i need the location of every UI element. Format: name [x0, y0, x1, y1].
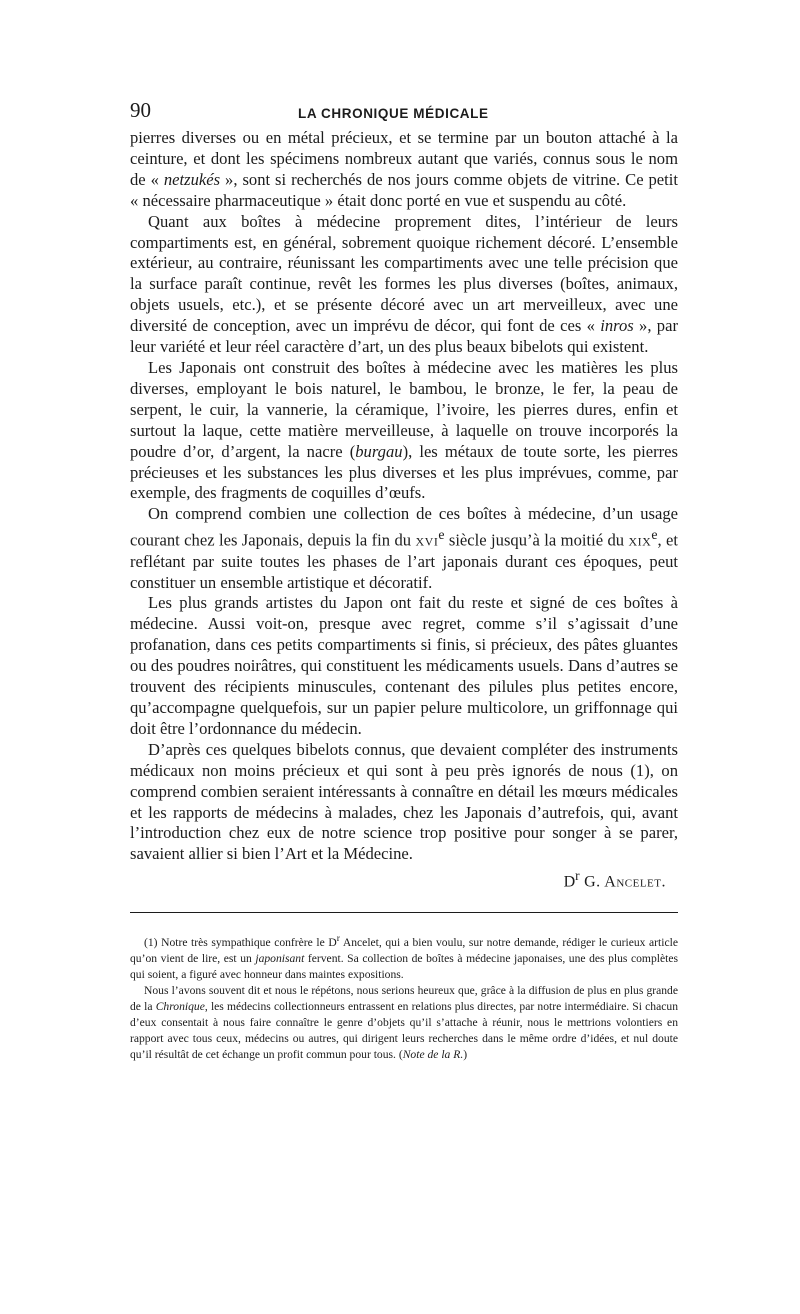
running-title: LA CHRONIQUE MÉDICALE	[298, 106, 489, 121]
paragraph: On comprend combien une collection de ces boîtes à médecine, d’un usage courant chez les Japonais, depuis la fin du xvi$^e$ siècle jusqu’à la moitié du xix$^e$, et reflétant par suite toutes les phases de l’art japonais durant ces époques, peut constituer un ensemble artistique et décoratif.	[130, 504, 679, 592]
footnotes	[130, 931, 678, 1064]
article-body	[130, 128, 678, 865]
page	[130, 98, 678, 1063]
paragraph: Les Japonais ont construit des boîtes à médecine avec les matières les plus diverses, employant le bois naturel, le bambou, le bronze, le fer, la peau de serpent, le cuir, la vannerie, la céramique, l’ivoire, les pierres dures, enfin et surtout la laque, cette matière merveilleuse, à laquelle on trouve incorporés la poudre d’or, d’argent, la nacre (burgau), les métaux de toute sorte, les pierres précieuses et les substances les plus diverses et les plus imprévues, comme, par exemple, des fragments de coquilles d’œufs.	[130, 357, 678, 503]
paragraph: Les plus grands artistes du Japon ont fait du reste et signé de ces boîtes à médecine. Aussi voit-on, presque avec regret, comme s’il s’agissait d’une profanation, dans ces petits compartiments si finis, si précieux, des pâtes gluantes ou des poudres noirâtres, qui constituent les médicaments usuels. Dans d’autres se trouvent des récipients minuscules, contenant des pilules plus petites encore, qu’accompagne quelquefois, sur un papier pelure multicolore, un griffonnage qui doit être l’ordonnance du médecin.	[130, 593, 678, 738]
footnote-divider	[130, 912, 678, 913]
author-signature: $D^r$ G. Ancelet.	[563, 868, 666, 891]
footnote: Nous l’avons souvent dit et nous le répétons, nous serions heureux que, grâce à la diffusion de plus en plus grande de la Chronique, les médecins collectionneurs entrassent en relations plus directes, par notre intermédiaire. Si chacun d’eux consentait à nous faire connaître le genre d’objets qu’il s’attache à réunir, nous le mettrions volontiers en rapport avec tous ceux, médecins ou autres, qui dirigent leurs recherches dans le même ordre d’idées, et nul doute qu’il résultât de cet échange un profit commun pour tous. (Note de la R.)	[130, 983, 678, 1062]
footnote: (1) Notre très sympathique confrère le $D^r$ Ancelet, qui a bien voulu, sur notre demande, rédiger le curieux article qu’on vient de lire, est un japonisant fervent. Sa collection de boîtes à médecine japonaises, une des plus complètes qui soient, a figuré avec honneur dans maintes expositions.	[130, 932, 678, 981]
page-header	[130, 98, 678, 128]
paragraph: pierres diverses ou en métal précieux, et se termine par un bouton attaché à la ceinture, et dont les spécimens nombreux autant que variés, connus sous le nom de « netzukés », sont si recherchés de nos jours comme objets de vitrine. Ce petit « nécessaire pharmaceutique » était donc porté en vue et suspendu au côté.	[130, 128, 678, 210]
page-number: 90	[130, 98, 151, 122]
paragraph: D’après ces quelques bibelots connus, que devaient compléter des instruments médicaux non moins précieux et qui sont à peu près ignorés de nous (1), on comprend combien seraient intéressants à connaître en détail les mœurs médicales et les rapports de médecins à malades, chez les Japonais d’autrefois, qui, avant l’introduction chez eux de notre science trop positive pour songer à se parer, savaient allier si bien l’Art et la Médecine.	[130, 739, 678, 864]
paragraph: Quant aux boîtes à médecine proprement dites, l’intérieur de leurs compartiments est, en général, sobrement quoique richement décoré. L’ensemble extérieur, au contraire, réunissant les compartiments avec une telle précision que la surface paraît continue, revêt les formes les plus diverses (boîtes, animaux, objets usuels, etc.), et se présente décoré avec un art merveilleux, avec une diversité de conception, avec un imprévu de décor, qui font de ces « inros », par leur variété et leur réel caractère d’art, un des plus beaux bibelots qui existent.	[130, 211, 678, 357]
